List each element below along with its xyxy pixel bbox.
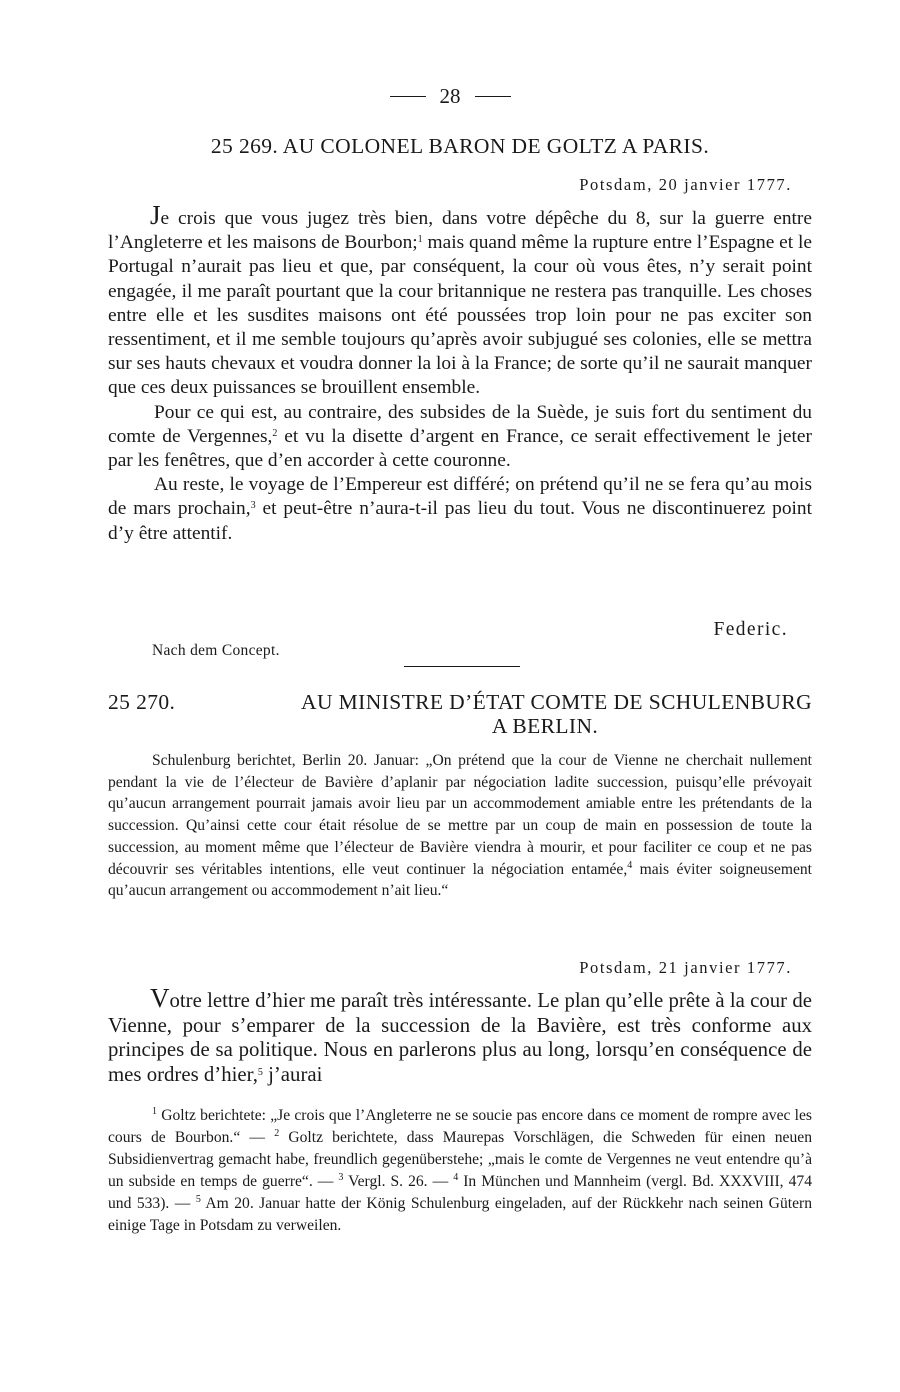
dateline-letter-25270: Potsdam, 21 janvier 1777. xyxy=(579,958,792,977)
paragraph-text: et peut-être n’aura-t-il pas lieu du tout. Vous ne discontinuerez point d’y être attentif. xyxy=(108,498,812,544)
signature: Federic. xyxy=(713,619,788,640)
footnote-ref: 5 xyxy=(257,1066,263,1078)
paragraph-text: otre lettre d’hier me paraît très intéressante. Le plan qu’elle prête à la cour de Vienne, pour s’emparer de la succession de la Bavière, est très conforme aux principes de sa politique. Nous en parlerons plus au long, lorsqu’en conséquence de mes ordres d’hier, xyxy=(108,989,812,1086)
page-number xyxy=(0,84,900,109)
letter-body-25269 xyxy=(108,200,813,546)
footnote-paragraph xyxy=(108,1105,812,1237)
page-number-dash-left xyxy=(390,96,426,97)
page-number-dash-right xyxy=(475,96,511,97)
footnote-number: 2 xyxy=(274,1128,280,1139)
dateline-letter-25269: Potsdam, 20 janvier 1777. xyxy=(579,175,792,194)
paragraph-text: Au reste, le voyage de l’Empereur est différé; on prétend qu’il ne se fera qu’au mois de mars prochain, xyxy=(108,474,812,520)
initial-letter: J xyxy=(150,200,161,230)
paragraph-text: e crois que vous jugez très bien, dans votre dépêche du 8, sur la guerre entre l’Angleterre et les maisons de Bourbon; xyxy=(108,208,812,254)
paragraph xyxy=(108,750,812,902)
paragraph xyxy=(108,200,813,401)
footnotes xyxy=(108,1105,812,1237)
section-divider xyxy=(404,666,520,667)
paragraph-text: Schulenburg berichtet, Berlin 20. Januar: „On prétend que la cour de Vienne ne cherchait nullement pendant la vie de l’électeur de Bavière d’aplanir par négociation ladite succession, puisqu’elle prévoyait qu’aucun arrangement pourrait jamais avoir lieu par un accommodement amiable entre les prétendants de la succession. Qu’ainsi cette cour était résolue de se mettre par un coup de main en possession de toute la succession, au moment même que l’électeur de Bavière viendra à mourir, et pour faciliter ce coup et ne pas découvrir ses véritables intentions, elle veut continuer la négociation entamée, xyxy=(108,752,812,878)
footnote-ref: 3 xyxy=(250,500,256,512)
source-note: Nach dem Concept. xyxy=(152,642,280,659)
letter-title: AU MINISTRE D’ÉTAT COMTE DE SCHULENBURG xyxy=(301,690,812,714)
page-number-text: 28 xyxy=(439,84,461,108)
footnote-text: Vergl. S. 26. — xyxy=(343,1173,454,1190)
letter-number: 25 270. xyxy=(108,690,176,714)
footnote-ref: 4 xyxy=(627,859,633,871)
paragraph xyxy=(108,983,812,1087)
letter-title-line2: A BERLIN. xyxy=(491,714,599,738)
report-summary xyxy=(108,750,812,902)
letter-title: AU COLONEL BARON DE GOLTZ A PARIS. xyxy=(282,134,710,158)
letter-number: 25 269. xyxy=(210,134,279,158)
letter-body-25270 xyxy=(108,983,812,1087)
footnote-number: 1 xyxy=(152,1106,157,1117)
footnote-number: 3 xyxy=(338,1172,344,1183)
footnote-ref: 2 xyxy=(272,427,278,439)
paragraph-text: et vu la disette d’argent en France, ce serait effectivement le jeter par les fenêtres, que d’en accorder à cette couronne. xyxy=(108,425,812,472)
footnote-number: 4 xyxy=(453,1172,459,1183)
paragraph-text: mais éviter soigneusement qu’aucun arrangement ou accommodement n’ait lieu.“ xyxy=(108,860,813,900)
footnote-text: In München und Mannheim (vergl. Bd. XXXVIII, 474 und 533). — xyxy=(108,1173,812,1212)
paragraph xyxy=(108,473,812,546)
paragraph-text: j’aurai xyxy=(262,1062,323,1086)
initial-letter: V xyxy=(150,983,170,1013)
paragraph-text: Pour ce qui est, au contraire, des subsides de la Suède, je suis fort du sentiment du comte de Vergennes, xyxy=(108,401,812,447)
paragraph-text: mais quand même la rupture entre l’Espagne et le Portugal n’aurait pas lieu et que, par conséquent, la cour où vous êtes, n’y serait point engagée, il me paraît pourtant que la cour britannique ne restera pas tranquille. Les choses entre elle et les susdites maisons ont été poussées trop loin pour ne pas exciter son ressentiment, et il me semble toujours qu’après avoir subjugué ses colonies, elle se mettra sur ses hauts chevaux et voudra donner la loi à la France; de sorte qu’il ne saurait manquer que ces deux puissances se brouillent ensemble. xyxy=(108,232,813,399)
footnote-text: Goltz berichtete: „Je crois que l’Angleterre ne se soucie pas encore dans ce moment de rompre avec les cours de Bourbon.“ — xyxy=(108,1107,812,1146)
letter-heading-25270 xyxy=(108,690,812,738)
letter-heading-line xyxy=(108,690,812,714)
paragraph xyxy=(108,401,812,474)
footnote-ref: 1 xyxy=(417,234,423,246)
footnote-text: Goltz berichtete, dass Maurepas Vorschlägen, die Schweden für einen neuen Subsidienvertrag gemacht habe, freundlich gegenüberstehe; „mais le comte de Vergennes ne veut entendre qu’à un subside en temps de guerre“. — xyxy=(108,1129,812,1190)
footnote-number: 5 xyxy=(195,1194,201,1205)
footnote-text: Am 20. Januar hatte der König Schulenburg eingeladen, auf der Rückkehr nach seinen Gütern einige Tage in Potsdam zu verweilen. xyxy=(108,1195,812,1234)
letter-heading-25269 xyxy=(108,134,812,158)
